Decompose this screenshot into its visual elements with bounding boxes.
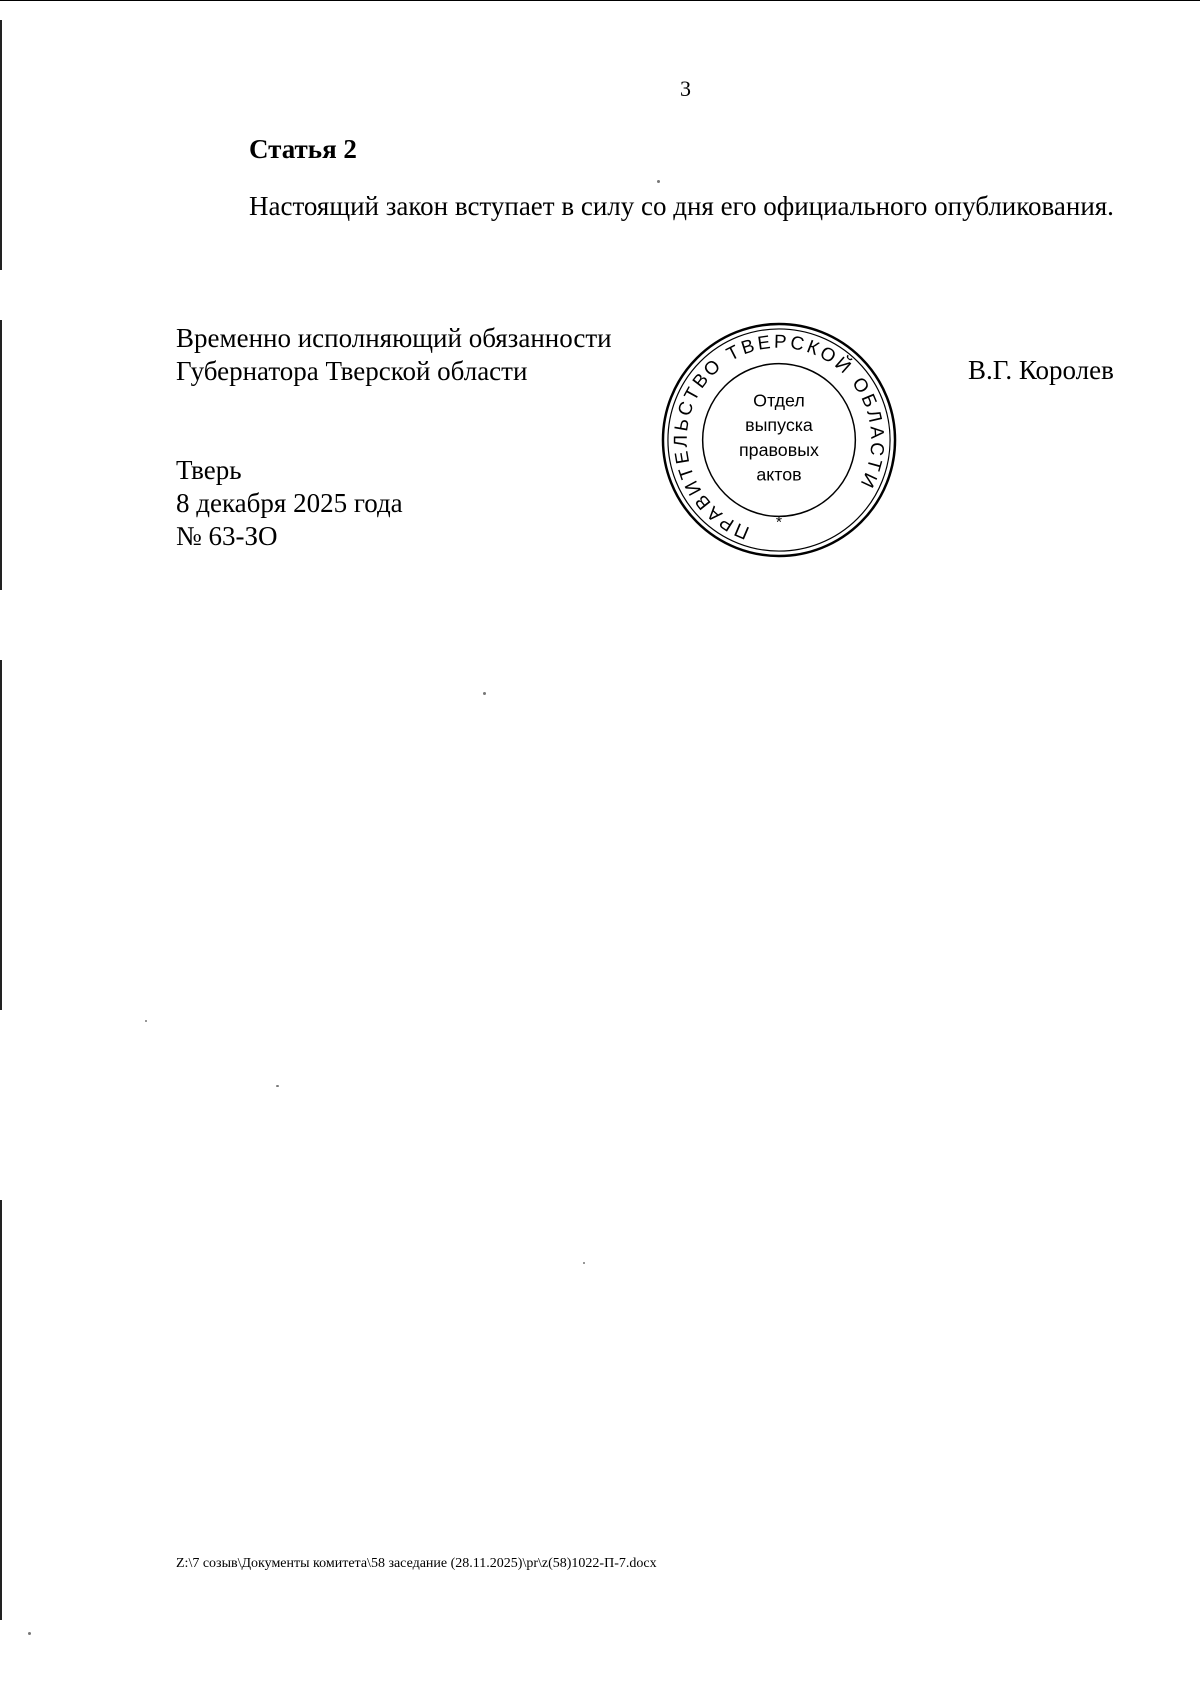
footer-file-path: Z:\7 созыв\Документы комитета\58 заседание (28.11.2025)\pr\z(58)1022-П-7.docx (176, 1556, 657, 1571)
scan-left-edge (0, 660, 2, 1010)
scan-top-border (0, 0, 1200, 1)
scan-left-edge (0, 20, 2, 270)
signer-title-line: Временно исполняющий обязанности (176, 323, 612, 353)
stamp-center-line: Отдел (753, 390, 805, 411)
stamp-center-line: выпуска (745, 415, 813, 436)
article-body-text: Настоящий закон вступает в силу со дня его официального опубликования. (249, 191, 1114, 221)
signer-title (176, 322, 612, 388)
signer-title-line: Губернатора Тверской области (176, 356, 528, 386)
stamp-center-line: актов (756, 464, 802, 485)
article-heading: Статья 2 (249, 134, 357, 164)
stamp-center-line: правовых (739, 439, 819, 460)
scan-left-edge (0, 320, 2, 590)
date: 8 декабря 2025 года (176, 488, 403, 518)
place-date-number (176, 454, 403, 553)
scan-left-edge (0, 1200, 2, 1620)
scan-speck (276, 1085, 279, 1087)
page-number: 3 (680, 76, 691, 101)
place: Тверь (176, 455, 242, 485)
scan-speck (583, 1262, 585, 1264)
scan-speck (657, 180, 660, 183)
stamp-ring-text: ПРАВИТЕЛЬСТВО ТВЕРСКОЙ ОБЛАСТИ (669, 330, 889, 544)
stamp-star-icon: * (775, 514, 783, 532)
scan-speck (28, 1632, 31, 1635)
law-number: № 63-ЗО (176, 521, 278, 551)
scan-speck (145, 1020, 147, 1022)
scan-speck (483, 692, 486, 695)
signer-name: В.Г. Королев (968, 355, 1114, 385)
official-stamp (660, 321, 898, 559)
